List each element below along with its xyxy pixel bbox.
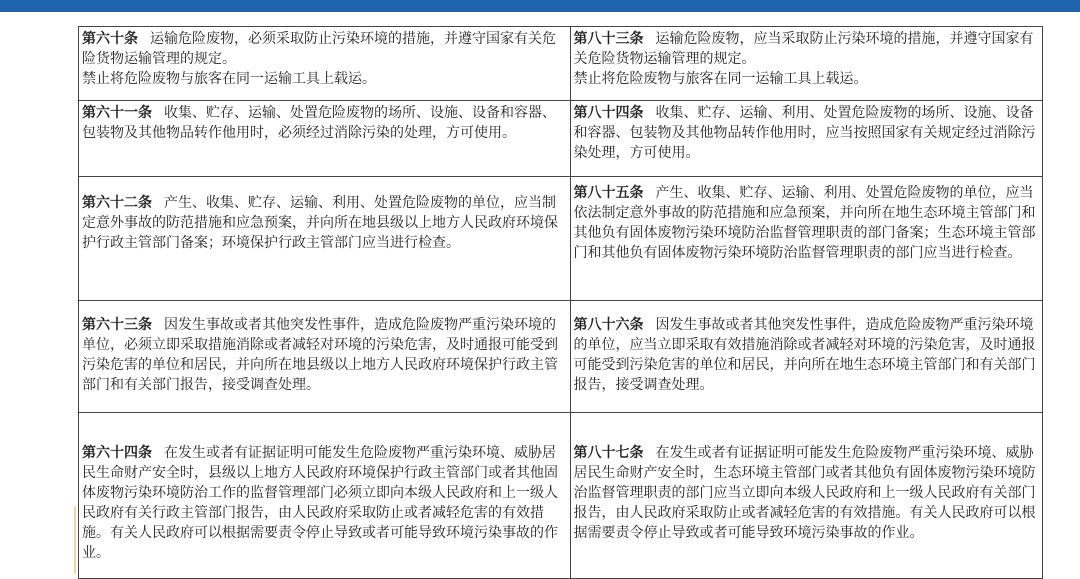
old-article-cell — [79, 413, 571, 579]
article-number: 第八十六条 — [573, 317, 644, 333]
article-text: 因发生事故或者其他突发性事件，造成危险废物严重污染环境的单位，应当立即采取有效措施消除或者减轻对环境的污染危害，及时通报可能受到污染危害的单位和居民，并向所在地生态环境主管部门和有关部门报告，接受调查处理。 — [573, 317, 1036, 393]
article-text: 收集、贮存、运输、处置危险废物的场所、设施、设备和容器、包装物及其他物品转作他用时，必须经过消除污染的处理，方可使用。 — [82, 105, 556, 141]
article-number: 第八十七条 — [573, 445, 644, 461]
table-row — [79, 101, 1043, 177]
table-row — [79, 177, 1043, 301]
article-text: 在发生或者有证据证明可能发生危险废物严重污染环境、威胁居民生命财产安全时，生态环境主管部门或者其他负有固体废物污染环境防治监督管理职责的部门应当立即向本级人民政府和上一级人民政府有关部门报告，由人民政府采取防止或者减轻危害的有效措施。有关人民政府可以根据需要责令停止导致或者可能导致环境污染事故的作业。 — [573, 445, 1036, 541]
article-text: 运输危险废物，必须采取防止污染环境的措施，并遵守国家有关危险货物运输管理的规定。 — [82, 31, 556, 67]
article-text: 禁止将危险废物与旅客在同一运输工具上载运。 — [82, 71, 376, 87]
new-article-cell — [570, 413, 1042, 579]
new-article-cell — [570, 301, 1042, 413]
table-row — [79, 27, 1043, 101]
article-number: 第六十二条 — [82, 195, 152, 211]
law-comparison-table — [78, 26, 1043, 579]
old-article-cell — [79, 101, 571, 177]
old-article-cell — [79, 177, 571, 301]
article-text: 产生、收集、贮存、运输、利用、处置危险废物的单位，应当制定意外事故的防范措施和应急预案，并向所在地县级以上地方人民政府环境保护行政主管部门备案；环境保护行政主管部门应当进行检查。 — [82, 195, 558, 251]
old-article-cell — [79, 27, 571, 101]
article-number: 第八十五条 — [573, 185, 644, 201]
document-page — [0, 12, 1080, 574]
article-text: 运输危险废物，应当采取防止污染环境的措施，并遵守国家有关危险货物运输管理的规定。 — [573, 31, 1034, 67]
article-number: 第八十四条 — [573, 105, 644, 121]
table-row — [79, 301, 1043, 413]
new-article-cell — [570, 101, 1042, 177]
new-article-cell — [570, 27, 1042, 101]
table-row — [79, 413, 1043, 579]
article-text: 产生、收集、贮存、运输、利用、处置危险废物的单位，应当依法制定意外事故的防范措施和应急预案，并向所在地生态环境主管部门和其他负有固体废物污染环境防治监督管理职责的部门备案；生态环境主管部门和其他负有固体废物污染环境防治监督管理职责的部门应当进行检查。 — [573, 185, 1036, 261]
old-article-cell — [79, 301, 571, 413]
new-article-cell — [570, 177, 1042, 301]
article-number: 第八十三条 — [573, 31, 644, 47]
article-number: 第六十四条 — [82, 445, 152, 461]
article-text: 收集、贮存、运输、利用、处置危险废物的场所、设施、设备和容器、包装物及其他物品转作他用时，应当按照国家有关规定经过消除污染处理，方可使用。 — [573, 105, 1036, 161]
article-text: 禁止将危险废物与旅客在同一运输工具上载运。 — [573, 71, 868, 87]
margin-highlight-marker — [74, 506, 76, 574]
article-number: 第六十三条 — [82, 317, 152, 333]
article-text: 因发生事故或者其他突发性事件，造成危险废物严重污染环境的单位，必须立即采取措施消除或者减轻对环境的污染危害，及时通报可能受到污染危害的单位和居民，并向所在地县级以上地方人民政府环境保护行政主管部门和有关部门报告，接受调查处理。 — [82, 317, 558, 393]
top-accent-bar — [0, 0, 1080, 12]
article-number: 第六十一条 — [82, 105, 152, 121]
article-number: 第六十条 — [82, 31, 138, 47]
article-text: 在发生或者有证据证明可能发生危险废物严重污染环境、威胁居民生命财产安全时，县级以上地方人民政府环境保护行政主管部门或者其他固体废物污染环境防治工作的监督管理部门必须立即向本级人民政府和上一级人民政府有关行政主管部门报告，由人民政府采取防止或者减轻危害的有效措施。有关人民政府可以根据需要责令停止导致或者可能导致环境污染事故的作业。 — [82, 445, 558, 561]
